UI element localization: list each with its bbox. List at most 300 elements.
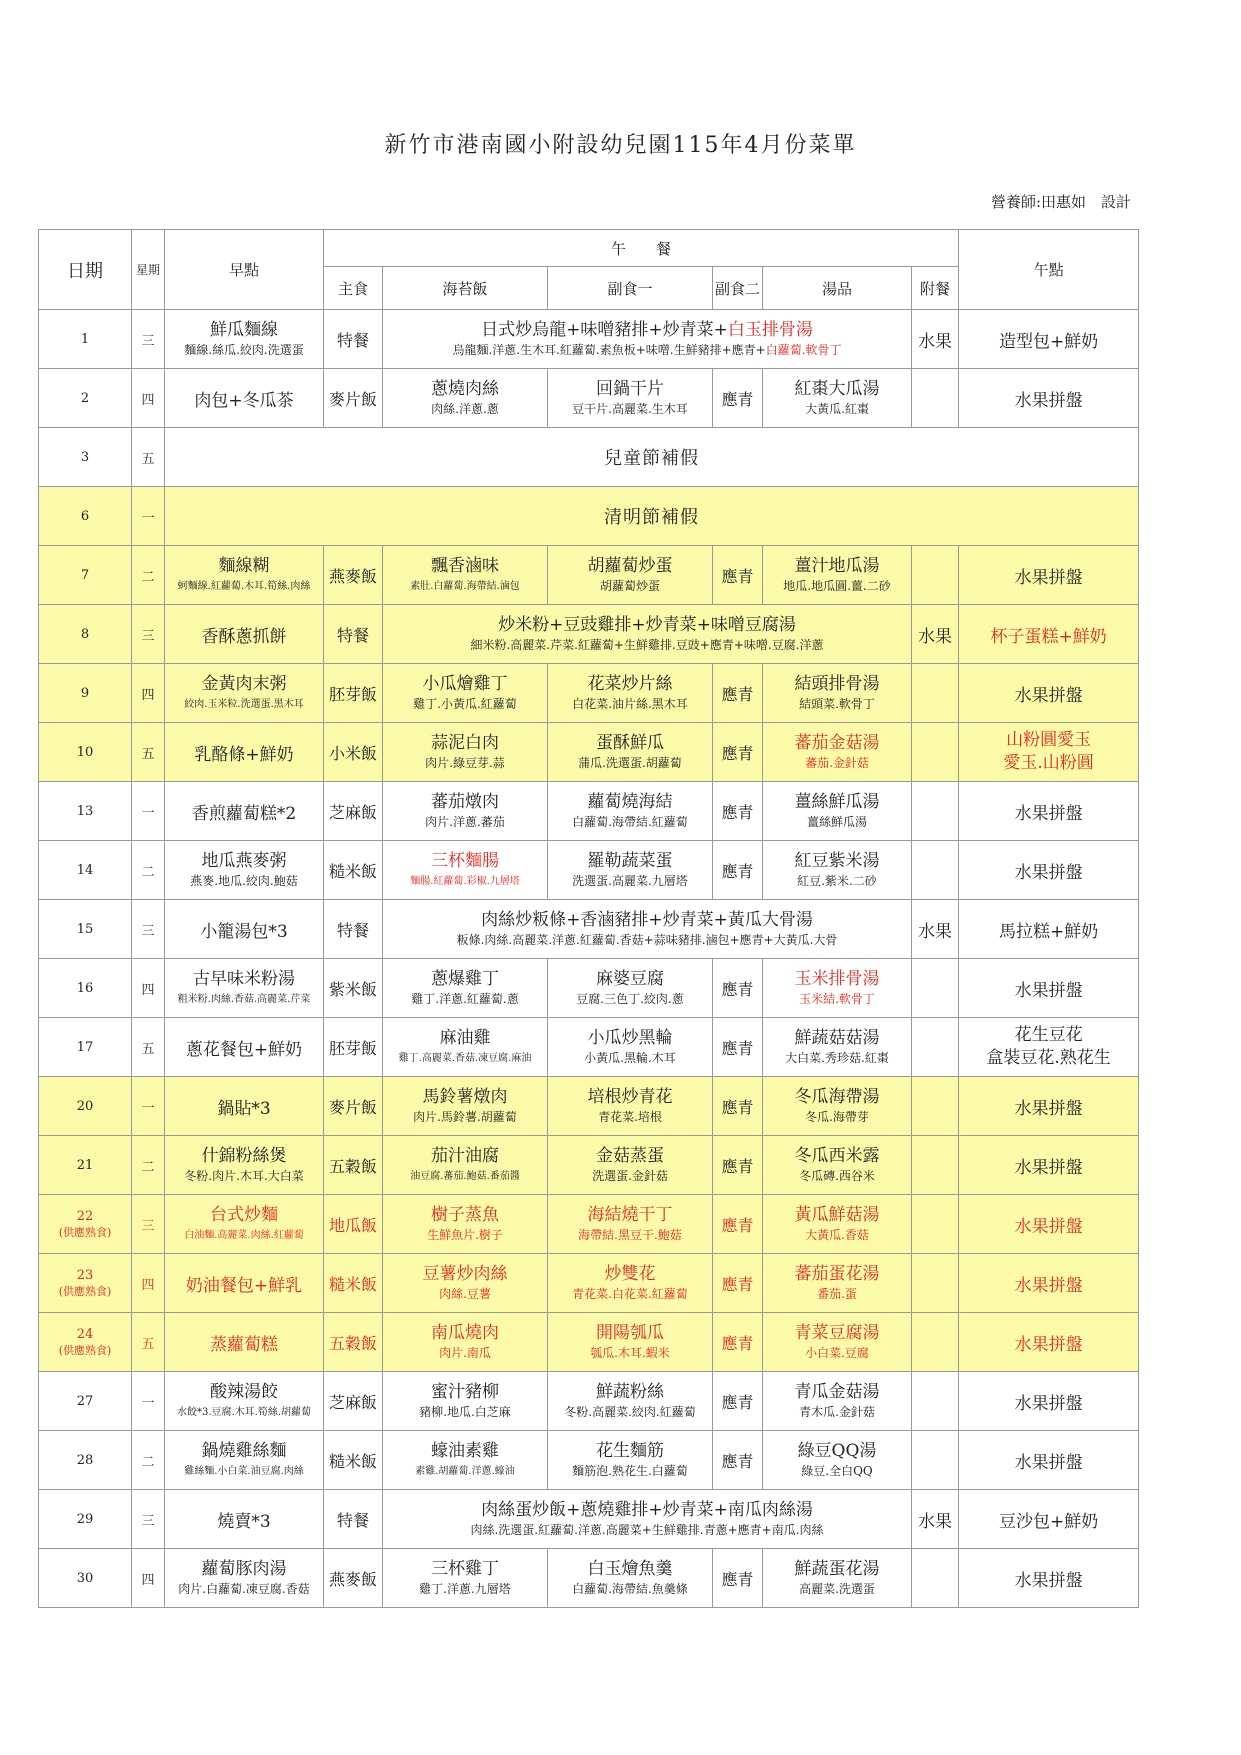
dish-ingredients: 麵筋泡.熟花生.白蘿蔔 [572, 1464, 688, 1478]
staple-label: 麥片飯 [328, 389, 377, 409]
soup-cell [763, 1077, 912, 1136]
side-dish-2-label: 應青 [721, 743, 754, 763]
staple-cell [324, 1372, 383, 1431]
snack-name: 造型包+鮮奶 [998, 331, 1099, 352]
dish-ingredients: 白蘿蔔.海帶結.魚羹條 [572, 1582, 688, 1596]
dish-name [383, 319, 911, 342]
snack-cell [959, 546, 1139, 605]
breakfast-cell [165, 841, 324, 900]
dish-ingredients: 洗選蛋.金針菇 [592, 1169, 668, 1183]
dish-name: 麻婆豆腐 [596, 969, 664, 989]
dish-ingredients: 粗米粉.肉絲.香菇.高麗菜.芹菜 [177, 994, 311, 1005]
dish-ingredients: 大白菜.秀珍菇.紅棗 [785, 1051, 889, 1065]
menu-row [39, 1018, 1139, 1077]
dish-ingredients: 青木瓜.金針菇 [799, 1405, 875, 1419]
extra-cell [912, 310, 959, 369]
breakfast-cell [165, 1313, 324, 1372]
side-dish-1-cell [548, 546, 713, 605]
staple-cell [324, 1077, 383, 1136]
extra-cell [912, 1195, 959, 1254]
combined-meal-ingredients: 肉絲.洗選蛋.紅蘿蔔.洋蔥.高麗菜+生鮮雞排.青蔥+應青+南瓜.肉絲 [470, 1523, 824, 1537]
side-dish-1-cell [548, 369, 713, 428]
side-dish-1-cell [548, 1313, 713, 1372]
main-dish-cell [383, 841, 548, 900]
dish-name: 台式炒麵 [210, 1205, 278, 1225]
staple-cell [324, 900, 383, 959]
date-number: 16 [76, 980, 94, 996]
combined-meal-main: 日式炒烏龍+味噌豬排+炒青菜+ [481, 320, 728, 340]
weekday-cell [132, 664, 165, 723]
header-main: 海苔飯 [383, 267, 548, 310]
snack-cell [959, 1195, 1139, 1254]
weekday-cell [132, 723, 165, 782]
dish-ingredients: 地瓜.地瓜圓.薑.二砂 [783, 579, 891, 593]
dish-name: 綠豆QQ湯 [797, 1441, 877, 1461]
dish-ingredients: 麵線.絲瓜.絞肉.洗選蛋 [184, 343, 304, 357]
staple-cell [324, 1431, 383, 1490]
weekday-label: 三 [141, 628, 155, 644]
dish-name: 紅豆紫米湯 [794, 851, 880, 871]
side-dish-1-cell [548, 1372, 713, 1431]
dish-name: 馬鈴薯燉肉 [422, 1087, 508, 1107]
date-cell [39, 546, 132, 605]
breakfast-cell [165, 1549, 324, 1608]
weekday-label: 五 [141, 1041, 155, 1057]
dish-ingredients: 小黃瓜.黑輪.木耳 [584, 1051, 676, 1065]
side-dish-1-cell [548, 723, 713, 782]
dish-ingredients: 肉絲.洋蔥.蔥 [431, 402, 499, 416]
weekday-cell [132, 782, 165, 841]
snack-cell [959, 723, 1139, 782]
snack-detail: 盒裝豆花.熟花生 [986, 1048, 1111, 1068]
side-dish-2-cell [713, 369, 763, 428]
dish-name: 冬瓜海帶湯 [794, 1087, 880, 1107]
snack-cell [959, 782, 1139, 841]
dish-name: 燒賣*3 [217, 1511, 271, 1532]
dish-name: 白玉燴魚羹 [587, 1559, 673, 1579]
weekday-label: 四 [141, 392, 155, 408]
staple-cell [324, 546, 383, 605]
weekday-cell [132, 369, 165, 428]
weekday-label: 五 [141, 746, 155, 762]
weekday-cell [132, 546, 165, 605]
date-cell [39, 1136, 132, 1195]
snack-name: 水果拼盤 [1014, 1216, 1083, 1237]
side-dish-2-cell [713, 1313, 763, 1372]
extra-label: 水果 [918, 921, 953, 942]
dish-ingredients: 大黃瓜.紅棗 [805, 402, 869, 416]
menu-row [39, 959, 1139, 1018]
main-dish-cell [383, 664, 548, 723]
weekday-label: 五 [141, 1336, 155, 1352]
dish-ingredients: 生鮮魚片.樹子 [427, 1228, 503, 1242]
staple-cell [324, 1018, 383, 1077]
side-dish-2-label: 應青 [721, 1156, 754, 1176]
side-dish-2-cell [713, 841, 763, 900]
snack-cell [959, 1490, 1139, 1549]
side-dish-2-label: 應青 [721, 1274, 754, 1294]
dish-name: 樹子蒸魚 [431, 1205, 499, 1225]
staple-label: 地瓜飯 [328, 1215, 377, 1235]
header-date: 日期 [39, 230, 132, 310]
dish-ingredients: 水餃*3.豆腐.木耳.筍絲.胡蘿蔔 [176, 1407, 312, 1418]
side-dish-1-cell [548, 1018, 713, 1077]
breakfast-cell [165, 369, 324, 428]
main-dish-cell [383, 1313, 548, 1372]
soup-cell [763, 1018, 912, 1077]
side-dish-2-cell [713, 1077, 763, 1136]
dish-ingredients: 肉片.白蘿蔔.凍豆腐.香菇 [178, 1582, 310, 1596]
dish-ingredients: 青花菜.培根 [598, 1110, 662, 1124]
dish-ingredients: 雞丁.洋蔥.九層塔 [419, 1582, 511, 1596]
snack-name: 杯子蛋糕+鮮奶 [990, 626, 1107, 647]
dish-name: 香酥蔥抓餅 [201, 626, 287, 647]
combined-meal-main: 肉絲炒粄條+香滷豬排+炒青菜+黃瓜大骨湯 [481, 910, 813, 930]
menu-row [39, 900, 1139, 959]
snack-cell [959, 1018, 1139, 1077]
staple-label: 特餐 [336, 1510, 369, 1530]
dish-name: 鮮蔬粉絲 [596, 1382, 664, 1402]
breakfast-cell [165, 900, 324, 959]
snack-name: 水果拼盤 [1014, 862, 1083, 883]
dish-name: 蒸蘿蔔糕 [210, 1334, 278, 1355]
menu-row [39, 487, 1139, 546]
dish-name: 蔥爆雞丁 [431, 969, 499, 989]
snack-cell [959, 1431, 1139, 1490]
dish-name: 小瓜炒黑輪 [587, 1028, 673, 1048]
snack-cell [959, 1254, 1139, 1313]
staple-cell [324, 310, 383, 369]
weekday-label: 一 [141, 510, 155, 526]
dish-name: 古早味米粉湯 [193, 969, 295, 989]
combined-meal-cell [383, 1490, 912, 1549]
menu-row [39, 1549, 1139, 1608]
extra-cell [912, 1313, 959, 1372]
dish-ingredients: 冬粉.高麗菜.絞肉.紅蘿蔔 [564, 1405, 696, 1419]
dish-name: 乳酪條+鮮奶 [194, 744, 294, 765]
dish-ingredients: 高麗菜.洗選蛋 [799, 1582, 875, 1596]
side-dish-2-label: 應青 [721, 1333, 754, 1353]
dish-ingredients: 白花菜.油片絲.黑木耳 [572, 697, 688, 711]
snack-name: 水果拼盤 [1014, 1157, 1083, 1178]
side-dish-2-cell [713, 1195, 763, 1254]
dish-name: 冬瓜西米露 [794, 1146, 880, 1166]
weekday-cell [132, 310, 165, 369]
dish-name: 鍋貼*3 [217, 1098, 271, 1119]
breakfast-cell [165, 664, 324, 723]
date-number: 21 [76, 1157, 94, 1173]
main-dish-cell [383, 1077, 548, 1136]
dish-name: 香煎蘿蔔糕*2 [191, 803, 297, 824]
snack-name: 水果拼盤 [1014, 1275, 1083, 1296]
date-number: 17 [76, 1039, 94, 1055]
dish-ingredients: 冬瓜磚.西谷米 [799, 1169, 875, 1183]
snack-name: 花生豆花 [1014, 1025, 1083, 1045]
weekday-label: 二 [141, 569, 155, 585]
staple-cell [324, 1313, 383, 1372]
snack-cell [959, 1136, 1139, 1195]
dish-ingredients: 豆腐.三色丁.絞肉.蔥 [576, 992, 684, 1006]
breakfast-cell [165, 1372, 324, 1431]
date-cell [39, 1195, 132, 1254]
staple-label: 紫米飯 [328, 979, 377, 999]
soup-cell [763, 959, 912, 1018]
weekday-cell [132, 605, 165, 664]
side-dish-2-cell [713, 1372, 763, 1431]
date-cell [39, 723, 132, 782]
combined-meal-ingredients: 細米粉.高麗菜.芹菜.紅蘿蔔+生鮮雞排.豆豉+應青+味噌.豆腐.洋蔥 [470, 638, 824, 652]
soup-cell [763, 664, 912, 723]
staple-cell [324, 1136, 383, 1195]
weekday-cell [132, 841, 165, 900]
staple-cell [324, 959, 383, 1018]
side-dish-2-label: 應青 [721, 802, 754, 822]
header-breakfast: 早點 [165, 230, 324, 310]
side-dish-2-label: 應青 [721, 979, 754, 999]
date-cell [39, 959, 132, 1018]
breakfast-cell [165, 546, 324, 605]
snack-cell [959, 310, 1139, 369]
side-dish-2-cell [713, 782, 763, 841]
dish-ingredients: 大黃瓜.香菇 [805, 1228, 869, 1242]
main-dish-cell [383, 1372, 548, 1431]
extra-label: 水果 [918, 331, 953, 352]
dish-ingredients: 雞丁.小黃瓜.紅蘿蔔 [413, 697, 517, 711]
staple-cell [324, 605, 383, 664]
extra-cell [912, 782, 959, 841]
combined-soup-ingredients: 白蘿蔔.軟骨丁 [765, 343, 842, 357]
weekday-label: 一 [141, 1100, 155, 1116]
side-dish-2-label: 應青 [721, 684, 754, 704]
weekday-cell [132, 959, 165, 1018]
combined-meal-ingredients: 粄條.肉絲.高麗菜.洋蔥.紅蘿蔔.香菇+蒜味豬排.滷包+應青+大黃瓜.大骨 [456, 933, 838, 947]
side-dish-2-label: 應青 [721, 1097, 754, 1117]
dish-ingredients [383, 932, 911, 949]
dish-name: 結頭排骨湯 [794, 674, 880, 694]
side-dish-2-cell [713, 1136, 763, 1195]
date-cell [39, 841, 132, 900]
menu-row [39, 310, 1139, 369]
date-number: 8 [80, 626, 90, 642]
dish-ingredients [383, 342, 911, 359]
dish-name: 金黃肉末粥 [201, 674, 287, 694]
side-dish-1-cell [548, 1431, 713, 1490]
soup-cell [763, 1313, 912, 1372]
side-dish-2-label: 應青 [721, 1569, 754, 1589]
main-dish-cell [383, 1549, 548, 1608]
extra-cell [912, 900, 959, 959]
staple-label: 小米飯 [328, 743, 377, 763]
side-dish-2-label: 應青 [721, 1451, 754, 1471]
menu-row [39, 1490, 1139, 1549]
weekday-label: 二 [141, 1454, 155, 1470]
staple-label: 五穀飯 [328, 1156, 377, 1176]
date-cell [39, 369, 132, 428]
date-cell [39, 1313, 132, 1372]
dish-name: 鍋燒雞絲麵 [201, 1441, 287, 1461]
dish-name: 飄香滷味 [431, 556, 499, 576]
date-number: 1 [80, 331, 90, 347]
staple-cell [324, 664, 383, 723]
date-number: 28 [76, 1452, 94, 1468]
dish-name: 麻油雞 [439, 1028, 491, 1048]
weekday-cell [132, 1431, 165, 1490]
extra-cell [912, 1549, 959, 1608]
dish-ingredients: 雞丁.洋蔥.紅蘿蔔.蔥 [411, 992, 519, 1006]
dish-ingredients: 蕃茄.金針菇 [805, 756, 869, 770]
dish-name: 炒雙花 [604, 1264, 656, 1284]
dish-ingredients: 豆干片.高麗菜.生木耳 [572, 402, 688, 416]
dish-name: 南瓜燒肉 [431, 1323, 499, 1343]
date-cell [39, 1490, 132, 1549]
staple-label: 麥片飯 [328, 1097, 377, 1117]
snack-name: 馬拉糕+鮮奶 [998, 921, 1099, 942]
staple-label: 糙米飯 [328, 861, 377, 881]
date-number: 14 [76, 862, 94, 878]
soup-cell [763, 782, 912, 841]
dish-name: 三杯雞丁 [431, 1559, 499, 1579]
dish-ingredients: 雞絲麵.小白菜.油豆腐.肉絲 [184, 1466, 304, 1477]
weekday-label: 四 [141, 1277, 155, 1293]
extra-cell [912, 1254, 959, 1313]
snack-cell [959, 1372, 1139, 1431]
weekday-label: 四 [141, 687, 155, 703]
dish-ingredients: 絞肉.玉米粒.洗選蛋.黑木耳 [184, 699, 304, 710]
date-number: 24 [76, 1326, 94, 1342]
weekday-cell [132, 1313, 165, 1372]
dish-name: 鮮瓜麵線 [210, 320, 278, 340]
date-cell [39, 487, 132, 546]
dish-ingredients: 蚵麵線.紅蘿蔔.木耳.筍絲.肉絲 [177, 581, 311, 592]
dish-name: 海結燒干丁 [587, 1205, 673, 1225]
dish-ingredients: 素肚.白蘿蔔.海帶結.滷包 [410, 581, 520, 592]
menu-row [39, 1372, 1139, 1431]
header-lunch: 午 餐 [324, 230, 959, 267]
combined-meal-cell [383, 605, 912, 664]
dish-name: 花菜炒片絲 [587, 674, 673, 694]
side-dish-1-cell [548, 1549, 713, 1608]
soup-cell [763, 546, 912, 605]
staple-cell [324, 1490, 383, 1549]
date-number: 20 [76, 1098, 94, 1114]
dish-name: 豆薯炒肉絲 [422, 1264, 508, 1284]
extra-cell [912, 546, 959, 605]
soup-cell [763, 841, 912, 900]
dish-name: 蜜汁豬柳 [431, 1382, 499, 1402]
staple-cell [324, 782, 383, 841]
date-cell [39, 900, 132, 959]
dish-ingredients: 豬柳.地瓜.白芝麻 [419, 1405, 511, 1419]
weekday-label: 一 [141, 805, 155, 821]
snack-cell [959, 1077, 1139, 1136]
dish-ingredients: 肉片.綠豆芽.蒜 [425, 756, 505, 770]
staple-cell [324, 841, 383, 900]
extra-cell [912, 369, 959, 428]
dish-ingredients: 燕麥.地瓜.絞肉.鮑菇 [190, 874, 298, 888]
extra-cell [912, 1018, 959, 1077]
staple-label: 燕麥飯 [328, 566, 377, 586]
dish-name: 開陽瓠瓜 [596, 1323, 664, 1343]
side-dish-1-cell [548, 664, 713, 723]
dish-name: 黃瓜鮮菇湯 [794, 1205, 880, 1225]
breakfast-cell [165, 605, 324, 664]
side-dish-2-label: 應青 [721, 1215, 754, 1235]
extra-cell [912, 1490, 959, 1549]
side-dish-2-cell [713, 1431, 763, 1490]
side-dish-1-cell [548, 1136, 713, 1195]
weekday-label: 二 [141, 864, 155, 880]
dish-name: 蔥花餐包+鮮奶 [185, 1039, 303, 1060]
extra-cell [912, 841, 959, 900]
side-dish-1-cell [548, 782, 713, 841]
dish-name: 茄汁油腐 [431, 1146, 499, 1166]
date-cell [39, 1018, 132, 1077]
snack-cell [959, 841, 1139, 900]
header-snack: 午點 [959, 230, 1139, 310]
extra-cell [912, 1431, 959, 1490]
snack-name: 山粉圓愛玉 [1006, 730, 1092, 750]
snack-cell [959, 1313, 1139, 1372]
side-dish-2-cell [713, 723, 763, 782]
combined-meal-main: 炒米粉+豆豉雞排+炒青菜+味噌豆腐湯 [498, 615, 796, 635]
weekday-label: 四 [141, 982, 155, 998]
snack-name: 水果拼盤 [1014, 1452, 1083, 1473]
extra-cell [912, 664, 959, 723]
date-cell [39, 1077, 132, 1136]
main-dish-cell [383, 546, 548, 605]
soup-cell [763, 723, 912, 782]
main-dish-cell [383, 1195, 548, 1254]
side-dish-2-label: 應青 [721, 389, 754, 409]
soup-cell [763, 1431, 912, 1490]
staple-cell [324, 1549, 383, 1608]
dish-name: 羅勒蔬菜蛋 [587, 851, 673, 871]
weekday-label: 三 [141, 333, 155, 349]
dish-name: 地瓜燕麥粥 [201, 851, 287, 871]
menu-row [39, 723, 1139, 782]
date-number: 13 [76, 803, 94, 819]
staple-cell [324, 723, 383, 782]
menu-table [38, 229, 1139, 1608]
dish-name: 蔥燒肉絲 [431, 379, 499, 399]
breakfast-cell [165, 959, 324, 1018]
staple-label: 芝麻飯 [328, 1392, 377, 1412]
weekday-cell [132, 1549, 165, 1608]
header-side2: 副食二 [713, 267, 763, 310]
menu-row [39, 1195, 1139, 1254]
menu-row [39, 1136, 1139, 1195]
combined-meal-soup: 白玉排骨湯 [727, 320, 813, 340]
side-dish-2-cell [713, 1254, 763, 1313]
extra-cell [912, 959, 959, 1018]
weekday-cell [132, 1372, 165, 1431]
dish-name: 蘿蔔燒海結 [587, 792, 673, 812]
side-dish-2-label: 應青 [721, 1392, 754, 1412]
staple-label: 糙米飯 [328, 1451, 377, 1471]
designer-credit: 營養師:田惠如 設計 [990, 193, 1131, 211]
date-number: 23 [76, 1267, 94, 1283]
staple-cell [324, 1254, 383, 1313]
snack-name: 水果拼盤 [1014, 803, 1083, 824]
menu-row [39, 1077, 1139, 1136]
breakfast-cell [165, 723, 324, 782]
dish-name: 胡蘿蔔炒蛋 [587, 556, 673, 576]
menu-row [39, 1313, 1139, 1372]
side-dish-1-cell [548, 1077, 713, 1136]
soup-cell [763, 1136, 912, 1195]
holiday-cell [165, 428, 1139, 487]
side-dish-2-cell [713, 1018, 763, 1077]
